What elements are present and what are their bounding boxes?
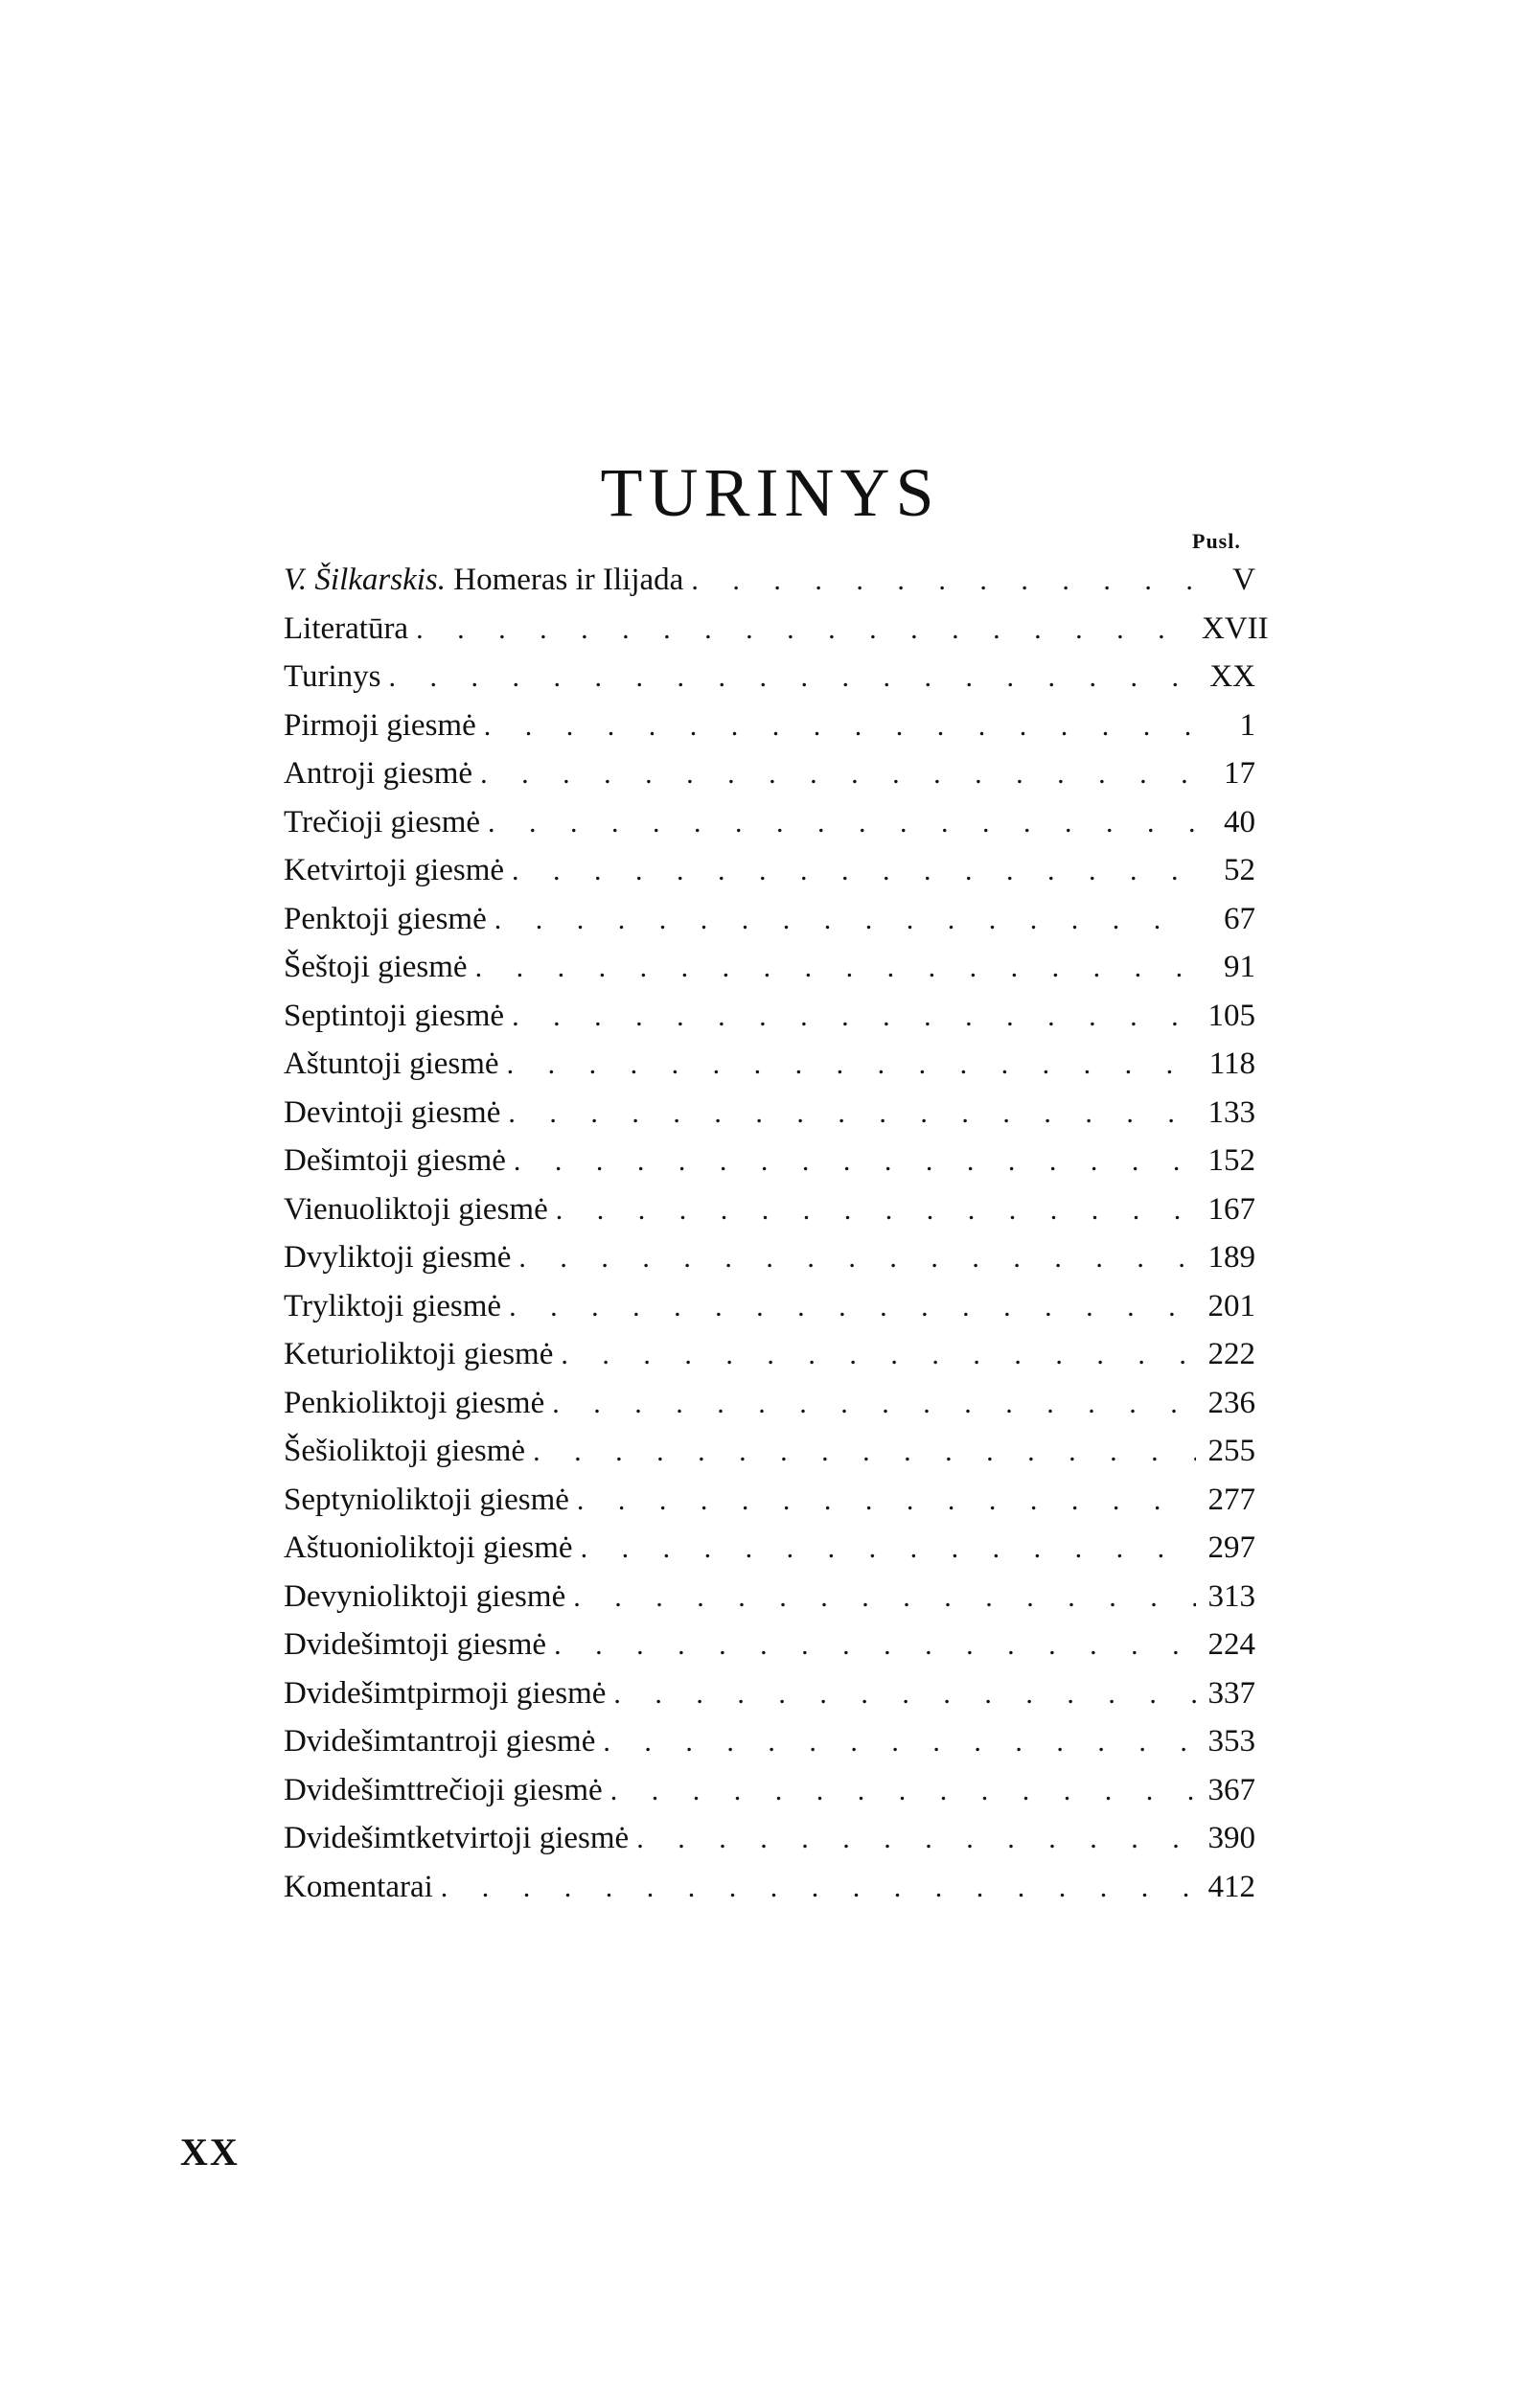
toc-entry-page: XX [1209,659,1255,694]
dot-leader [561,1331,1196,1379]
dot-leader [573,1574,1196,1622]
toc-entry-title: Homeras ir Ilijada [453,563,684,597]
toc-entry-title: Tryliktoji giesmė [284,1288,502,1323]
toc-entry-page: 133 [1207,1094,1255,1130]
toc-entry [284,1379,1255,1428]
dot-leader [488,799,1196,847]
dot-leader [494,896,1196,944]
toc-entry-page: 236 [1207,1385,1255,1420]
toc-entry-title: Devynioliktoji giesmė [284,1578,566,1614]
toc-entry-page: 167 [1207,1191,1255,1227]
dot-leader [691,557,1196,605]
dot-leader [636,1815,1196,1863]
dot-leader [512,847,1196,895]
toc-entry [284,1669,1255,1718]
toc-entry-title: Septintoji giesmė [284,998,505,1033]
toc-entry [284,1330,1255,1379]
toc-entry-title: Penkioliktoji giesmė [284,1385,545,1420]
toc-entry-title-wrap [284,1040,507,1088]
toc-entry-title-wrap [284,1330,561,1378]
toc-entry-title: Trečioji giesmė [284,804,481,840]
toc-entry-page: 222 [1207,1337,1255,1371]
toc-entry [284,653,1255,702]
toc-entry-title: Literatūra [284,610,409,646]
dot-leader [556,1186,1196,1234]
toc-entry-title: Dvidešimttrečioji giesmė [284,1772,603,1807]
page-column-label: Pusl. [1192,529,1241,553]
toc-entry-title-wrap [284,1717,603,1765]
toc-entry-page: 201 [1207,1288,1255,1323]
dot-leader [475,944,1196,992]
toc-entry-title-wrap [284,1524,581,1572]
toc-entry-title-wrap [284,1379,552,1427]
toc-entry-title-wrap [284,1427,533,1475]
dot-leader [581,1525,1196,1573]
toc-entry-page: 337 [1207,1675,1255,1711]
toc-entry-page: 412 [1207,1869,1255,1904]
toc-entry-title: Keturioliktoji giesmė [284,1337,554,1371]
dot-leader [507,1041,1196,1089]
toc-entry [284,749,1255,798]
toc-entry [284,1137,1255,1185]
toc-entry-title: Antroji giesmė [284,756,473,791]
toc-entry-title-wrap [284,1766,610,1814]
toc-entry-title-wrap [284,749,480,797]
toc-entry-title-wrap [284,1476,577,1524]
dot-leader [508,1090,1196,1138]
dot-leader [610,1767,1196,1815]
toc-entry-page: 367 [1207,1772,1255,1807]
toc-entry-title: Dvidešimtketvirtoji giesmė [284,1821,630,1855]
toc-entry-title-wrap [284,653,389,701]
toc-entry [284,1427,1255,1476]
toc-entry-title: Aštuntoji giesmė [284,1046,499,1081]
toc-entry-title-wrap [284,702,484,749]
toc-entry-title-wrap [284,1282,509,1330]
toc-entry-title: Pirmoji giesmė [284,707,476,743]
toc-entry-title-wrap [284,1233,518,1281]
toc-entry-title: Komentarai [284,1869,433,1904]
dot-leader [603,1718,1196,1766]
dot-leader [416,606,1196,654]
toc-entry-page: 189 [1207,1240,1255,1275]
toc-entry-title-wrap [284,992,512,1040]
dot-leader [441,1864,1196,1912]
toc-entry [284,1621,1255,1669]
toc-entry-page: 353 [1207,1724,1255,1759]
toc-entry-title-wrap [284,1814,636,1862]
toc-entry-title-wrap [284,943,475,991]
toc-entry-title-wrap [284,1137,514,1184]
dot-leader [484,702,1196,750]
toc-entry-page: XVII [1202,610,1269,646]
toc-entry-page: 91 [1224,950,1255,984]
toc-entry-page: 255 [1207,1434,1255,1468]
toc-entry-page: 105 [1207,998,1255,1033]
toc-entry [284,1185,1255,1234]
toc-entry-page: 277 [1207,1482,1255,1517]
toc-entry-author: V. Šilkarskis. [284,563,446,597]
dot-leader [552,1380,1196,1428]
toc-entry-page: 40 [1224,804,1255,840]
toc-entry-page: 152 [1207,1143,1255,1178]
toc-entry [284,1476,1255,1525]
toc-entry-title-wrap [284,1573,573,1621]
dot-leader [480,750,1196,798]
toc-entry [284,1282,1255,1331]
toc-entry [284,605,1269,654]
dot-leader [554,1622,1196,1669]
toc-entry-title: Dvidešimtpirmoji giesmė [284,1675,607,1711]
toc-entry-title: Dvidešimtoji giesmė [284,1627,547,1662]
toc-entry [284,943,1255,992]
toc-entry [284,798,1255,847]
toc-entry-title-wrap [284,895,494,943]
toc-entry-title: Turinys [284,659,381,694]
toc-entry [284,992,1255,1041]
dot-leader [512,993,1196,1041]
page-number: XX [180,2130,240,2174]
toc-entry-page: 67 [1224,901,1255,936]
toc-entry-title: Dvyliktoji giesmė [284,1240,512,1275]
toc-entry-page: 118 [1208,1046,1255,1081]
toc-entry [284,1717,1255,1766]
toc-entry-title: Septynioliktoji giesmė [284,1482,569,1517]
toc-entry [284,702,1255,750]
toc-entry [284,1573,1255,1622]
toc-entry [284,1089,1255,1138]
toc-entry-title-wrap [284,1621,554,1668]
dot-leader [518,1234,1196,1282]
toc-entry-title: Devintoji giesmė [284,1094,501,1130]
toc-entry-title: Šeštoji giesmė [284,950,468,984]
toc-entry-page: 17 [1224,756,1255,791]
toc-entry-page: V [1232,563,1255,597]
page-title: TURINYS [600,454,940,531]
toc-entry [284,895,1255,944]
toc-entry [284,1233,1255,1282]
toc-entry-title-wrap [284,556,691,604]
toc-entry [284,1863,1255,1912]
toc-entry [284,1040,1255,1089]
toc-entry-title: Penktoji giesmė [284,901,487,936]
toc-entry [284,1766,1255,1815]
toc-entry [284,556,1255,605]
toc-entry-title-wrap [284,1669,613,1717]
toc-entry-page: 297 [1207,1530,1255,1565]
toc-entry-title: Aštuonioliktoji giesmė [284,1530,573,1565]
toc-entry-page: 224 [1207,1627,1255,1662]
toc-entry-page: 313 [1207,1578,1255,1614]
toc-entry-title: Dvidešimtantroji giesmė [284,1724,596,1759]
toc-entry-page: 52 [1224,853,1255,887]
table-of-contents [284,556,1269,1911]
toc-entry-title: Šešioliktoji giesmė [284,1434,526,1468]
dot-leader [509,1283,1196,1331]
dot-leader [533,1428,1196,1476]
toc-entry [284,846,1255,895]
dot-leader [514,1138,1196,1185]
toc-entry-title-wrap [284,1863,441,1911]
toc-entry-page: 1 [1239,707,1255,743]
toc-entry-title-wrap [284,846,512,894]
toc-entry-title-wrap [284,1089,508,1137]
toc-entry [284,1814,1255,1863]
toc-entry [284,1524,1255,1573]
dot-leader [613,1670,1196,1718]
dot-leader [577,1477,1196,1525]
toc-entry-page: 390 [1207,1821,1255,1855]
toc-entry-title: Ketvirtoji giesmė [284,853,505,887]
toc-entry-title: Vienuoliktoji giesmė [284,1191,548,1227]
toc-entry-title-wrap [284,1185,556,1233]
toc-entry-title: Dešimtoji giesmė [284,1143,506,1178]
dot-leader [389,654,1197,702]
toc-entry-title-wrap [284,798,488,846]
toc-entry-title-wrap [284,605,416,653]
